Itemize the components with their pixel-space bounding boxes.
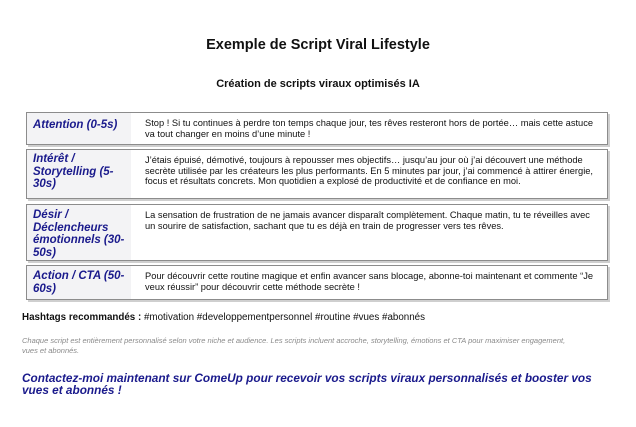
call-to-action: Contactez-moi maintenant sur ComeUp pour recevoir vos scripts viraux personnalisés et booster vos vues et abonnés !	[22, 371, 592, 397]
section-label: Attention (0-5s)	[27, 113, 131, 144]
section-label: Désir / Déclencheurs émotionnels (30-50s)	[27, 205, 131, 260]
section-label: Action / CTA (50-60s)	[27, 266, 131, 299]
section-text: La sensation de frustration de ne jamais avancer disparaît complètement. Chaque matin, tu te réveilles avec un sourire de satisfaction, sachant que tu es déjà en train de progresser vers tes rêves.	[145, 210, 590, 231]
hashtags-value: #motivation #developpementpersonnel #routine #vues #abonnés	[143, 312, 426, 323]
document-title: Exemple de Script Viral Lifestyle	[206, 37, 430, 53]
section-text: J’étais épuisé, démotivé, toujours à repousser mes objectifs… jusqu’au jour où j’ai découvert une méthode secrète utilisée par les créateurs les plus performants. En 5 minutes par jour, j’ai commencé à attirer énergie, focus et résultats concrets. Mon quotidien a explosé de productivité et de confiance en moi.	[145, 155, 594, 186]
section-label: Intérêt / Storytelling (5-30s)	[27, 150, 131, 198]
script-section-action	[26, 265, 608, 300]
section-text: Stop ! Si tu continues à perdre ton temps chaque jour, tes rêves resteront hors de portée… mais cette astuce va tout changer en moins d’une minute !	[145, 118, 594, 139]
script-section-desire	[26, 204, 608, 261]
hashtags-line	[22, 312, 425, 323]
hashtags-label: Hashtags recommandés :	[22, 312, 142, 323]
document-subtitle: Création de scripts viraux optimisés IA	[216, 78, 420, 90]
script-section-attention	[26, 112, 608, 145]
disclaimer-note: Chaque script est entièrement personnalisé selon votre niche et audience. Les scripts incluent accroche, storytelling, émotions et CTA pour maximiser engagement, vues et abonnés.	[22, 336, 566, 355]
script-section-interest	[26, 149, 608, 199]
section-text: Pour découvrir cette routine magique et enfin avancer sans blocage, abonne-toi maintenant et commente “Je veux réussir” pour découvrir cette méthode secrète !	[145, 271, 594, 292]
